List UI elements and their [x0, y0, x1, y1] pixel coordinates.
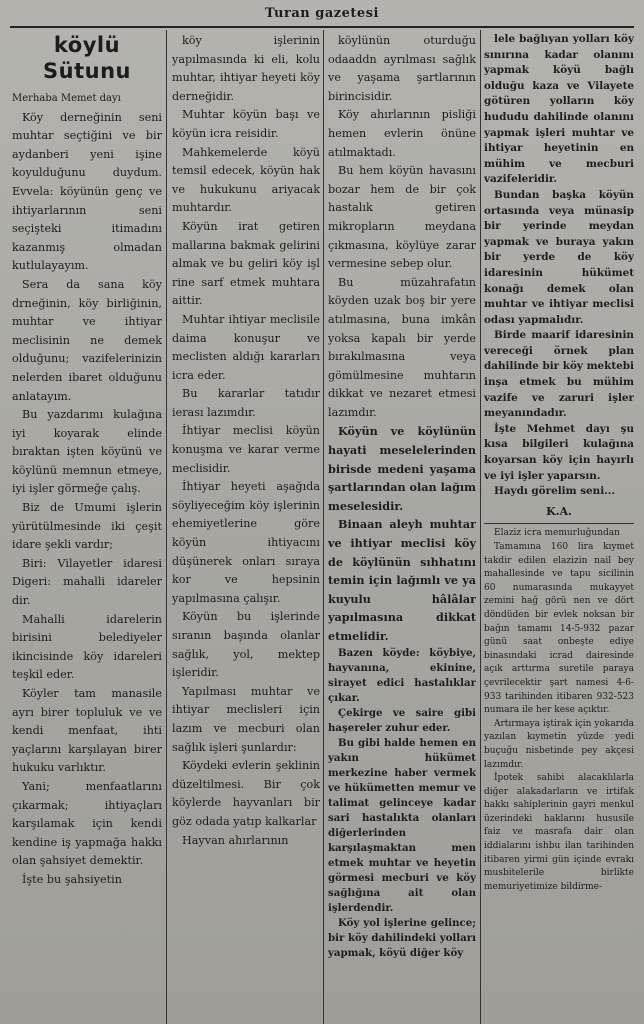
column-divider [166, 30, 167, 1024]
paragraph: İşte bu şahsiyetin [22, 872, 122, 886]
paragraph: Köy derneğinin seni muhtar seçtiğini ve bir aydanberi yeni işine koyulduğunu duydum. Evvela: köyünün genç ve ihtiyarlarının seni seçişteki itimadını kazanmış olmadan kutlulayayım. [12, 110, 162, 273]
paragraph: lele bağlıyan yolları köy sınırına kadar olanını yapmak köyü bağlı olduğu kaza ve Vilayete götüren yolların köy hududu dahilinde olanını yapmak işleri muhtar ve ihtiyar heyetinin en mühim ve mecburi vazifeleridir. [484, 33, 634, 186]
column-3 [328, 32, 476, 1024]
paragraph: Köy ahırlarının pisliği hemen evlerin önüne atılmaktadı. [328, 108, 476, 159]
paragraph: Bu yazdarımı kulağına iyi koyarak elinde bıraktan işten köyünü ve köylünü memnun etmeye, iyi işler görmeğe çalış. [12, 408, 162, 496]
newspaper-masthead: Turan gazetesi [265, 6, 379, 21]
column-divider [323, 30, 324, 1024]
notice-paragraph: İpotek sahibi alacaklılarla diğer alakadarların ve irtifak hakkı sahiplerinin gayri menkul üzerindeki haklarını hususile faiz ve masrafa dair olan iddialarını ishbu ilan tarihinden itibaren yirmi gün içinde evrakı musbitelerile birlikte memuriyetimize bildirme- [484, 773, 634, 892]
paragraph: Haydı görelim seni... [494, 485, 616, 498]
paragraph: Binaan aleyh muhtar ve ihtiyar meclisi köy de köylünün sıhhatını temin için lağımlı ve ya kuyulu hâlâlar yapılmasına dikkat etmelidir. [328, 517, 476, 643]
paragraph: Çekirge ve saire gibi haşereler zuhur eder. [328, 706, 476, 734]
column-2 [172, 32, 320, 1024]
salutation: Merhaba Memet dayı [12, 93, 121, 104]
paragraph: İhtiyar meclisi köyün konuşma ve karar verme meclisidir. [172, 424, 320, 475]
paragraph: Muhtar ihtiyar meclisile daima konuşur ve meclisten aldığı kararları icra eder. [172, 312, 320, 382]
header-rule [10, 26, 634, 28]
paragraph: Köyler tam manasile ayrı birer topluluk ve ve kendi menfaat, ihti yaçlarını karşılayan birer hukuku varlıktır. [12, 687, 162, 775]
paragraph: Köyün irat getiren mallarına bakmak gelirini almak ve bu geliri köy işl rine sarf etmek muhtara aittir. [172, 219, 320, 308]
paragraph: Bu kararlar tatıdır ierası lazımdır. [172, 387, 320, 419]
paragraph: Birde maarif idaresinin vereceği örnek plan dahilinde bir köy mektebi inşa etmek bu mühim vazife ve zaruri işler meyanındadır. [484, 329, 634, 420]
notice-paragraph: Tamamına 160 lira kıymet takdir edilen elazizin nail bey mahallesinde ve tapu sicilinin 60 numarasında mukayyet zemini hağ görü nen ve dört döndüden bir evlek noksan bir bağın tamamı 14-5-932 pazar günü saat onbeşte ediye binasındaki icrad dairesinde açık arttırma suretile paraya çevrilecektir şart namesi 4-6-933 tarihinden itibaren 932-523 numara ile her kese açıktır. [484, 542, 634, 716]
paragraph: Mahalli idarelerin birisini belediyeler ikincisinde köy idareleri teşkil eder. [12, 612, 162, 682]
notice-heading: Elaziz icra memurluğundan [494, 528, 620, 539]
column-1 [12, 32, 162, 1024]
column-divider [480, 30, 481, 1024]
paragraph: köy işlerinin yapılmasında ki eli, kolu muhtar, ihtiyar heyeti köy derneğidir. [172, 34, 320, 103]
column-4 [484, 32, 634, 1024]
notice-paragraph: Artırmaya iştirak için yokarıda yazılan kıymetin yüzde yedi buçuğu nisbetinde pey akçesi lazımdır. [484, 718, 634, 770]
paragraph: Köyün ve köylünün hayati meselelerinden birisde medeni yaşama şartlarından olan lağım meselesidir. [328, 424, 476, 513]
paragraph: Hayvan ahırlarının [182, 833, 289, 847]
paragraph: Köyün bu işlerinde sıranın başında olanlar sağlık, yol, mektep işleridir. [172, 610, 320, 680]
paragraph: Bundan başka köyün ortasında veya münasip bir yerinde meydan yapmak ve buraya yakın bir yerde de köy idaresinin hükümet konağı demek olan muhtar ve ihtiyar meclisi odası yapmalıdır. [484, 188, 634, 326]
paragraph: Bu gibi halde hemen en yakın hükümet merkezine haber vermek ve hükümetten memur ve talimat gelinceye kadar sari hastalıkta olanları diğerlerinden karşılaşmaktan men etmek muhtar ve heyetin görmesi mecburi ve köy sağlığına ait olan işlerdendir. [328, 736, 476, 914]
paragraph: Biz de Umumi işlerin yürütülmesinde iki çeşit idare şekli vardır; [12, 501, 162, 552]
paragraph: Bazen köyde: köybiye, hayvanına, ekinine, sirayet edici hastalıklar çıkar. [328, 646, 476, 704]
paragraph: Yapılması muhtar ve ihtiyar meclisleri için lazım ve mecburi olan sağlık işleri şunlardır: [172, 684, 320, 754]
paragraph: İhtiyar heyeti aşağıda söyliyeceğim köy işlerinin ehemiyetlerine göre köyün ihtiyacını düşünerek onları sıraya kor ve hepsinin yapılmasına çalışır. [172, 480, 320, 605]
signature: K.A. [546, 504, 572, 518]
notice-divider [484, 523, 634, 524]
paragraph: Biri: Vilayetler idaresi Digeri: mahalli idareler dir. [12, 556, 162, 608]
paragraph: köylünün oturduğu odaaddn ayrılması sağlık ve yaşama şartlarının birincisidir. [328, 34, 476, 103]
paragraph: Yani; menfaatlarını çıkarmak; ihtiyaçları karşılamak için kendi kendine iş yapmağa hakkı olan şahsiyet demektir. [12, 779, 162, 868]
paragraph: Sera da sana köy drneğinin, köy birliğinin, muhtar ve ihtiyar meclisinin ne demek olduğunu; vazifelerinizin nelerden ibaret olduğunu anlatayım. [12, 277, 162, 403]
paragraph: Bu müzahrafatın köyden uzak boş bir yere atılmasına, buna imkân yoksa kapalı bir yerde bırakılmasına veya gömülmesine muhtarın dikkat ve nezaret etmesi lazımdır. [328, 275, 476, 419]
column-title: köylü Sütunu [43, 33, 131, 83]
paragraph: Köy yol işlerine gelince; bir köy dahilindeki yolları yapmak, köyü diğer köy [328, 916, 476, 959]
paragraph: Mahkemelerde köyü temsil edecek, köyün hak ve hukukunu ariyacak muhtardır. [172, 145, 320, 215]
paragraph: Köydeki evlerin şeklinin düzeltilmesi. Bir çok köylerde hayvanları bir göz odada yatıp kalkarlar [172, 759, 320, 828]
legal-notice [484, 527, 634, 894]
paragraph: İşte Mehmet dayı şu kısa bilgileri kulağına koyarsan köy için hayırlı ve iyi işler yaparsın. [484, 422, 634, 482]
paragraph: Muhtar köyün başı ve köyün icra reisidir. [172, 108, 320, 140]
paragraph: Bu hem köyün havasını bozar hem de bir çok hastalık getiren mikropların meydana çıkmasına, köylüye zarar vermesine sebep olur. [328, 164, 476, 271]
